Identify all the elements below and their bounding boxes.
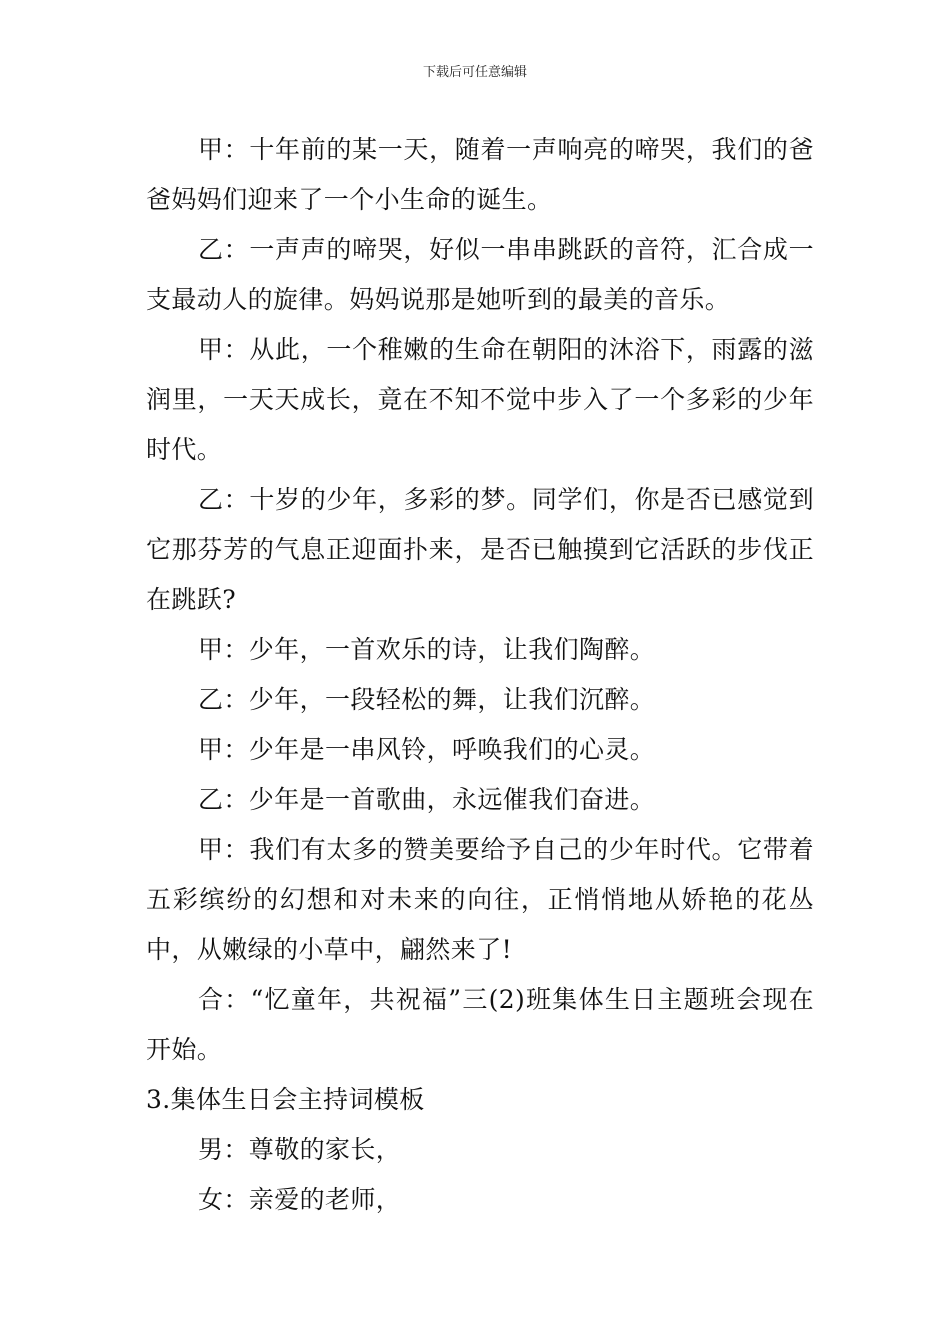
paragraph-9: 甲：我们有太多的赞美要给予自己的少年时代。它带着五彩缤纷的幻想和对未来的向往，正悄悄地从娇艳的花丛中，从嫩绿的小草中，翩然来了! (146, 835, 814, 964)
paragraph-4: 乙：十岁的少年，多彩的梦。同学们，你是否已感觉到它那芬芳的气息正迎面扑来，是否已触摸到它活跃的步伐正在跳跃? (146, 485, 814, 614)
paragraph-12: 女：亲爱的老师， (198, 1185, 402, 1214)
paragraph-2: 乙：一声声的啼哭，好似一串串跳跃的音符，汇合成一支最动人的旋律。妈妈说那是她听到的最美的音乐。 (146, 235, 814, 314)
paragraph-7: 甲：少年是一串风铃，呼唤我们的心灵。 (198, 735, 656, 764)
document-body (146, 125, 814, 1225)
paragraph-6: 乙：少年，一段轻松的舞，让我们沉醉。 (198, 685, 656, 714)
page-header: 下载后可任意编辑 (422, 65, 527, 80)
section-heading: 3.集体生日会主持词模板 (146, 1085, 425, 1114)
paragraph-1: 甲：十年前的某一天，随着一声响亮的啼哭，我们的爸爸妈妈们迎来了一个小生命的诞生。 (146, 135, 814, 214)
paragraph-10: 合：“忆童年，共祝福”三(2)班集体生日主题班会现在开始。 (146, 985, 814, 1064)
paragraph-11: 男：尊敬的家长， (198, 1135, 402, 1164)
paragraph-3: 甲：从此，一个稚嫩的生命在朝阳的沐浴下，雨露的滋润里，一天天成长，竟在不知不觉中步入了一个多彩的少年时代。 (146, 335, 814, 464)
paragraph-8: 乙：少年是一首歌曲，永远催我们奋进。 (198, 785, 656, 814)
paragraph-5: 甲：少年，一首欢乐的诗，让我们陶醉。 (198, 635, 656, 664)
